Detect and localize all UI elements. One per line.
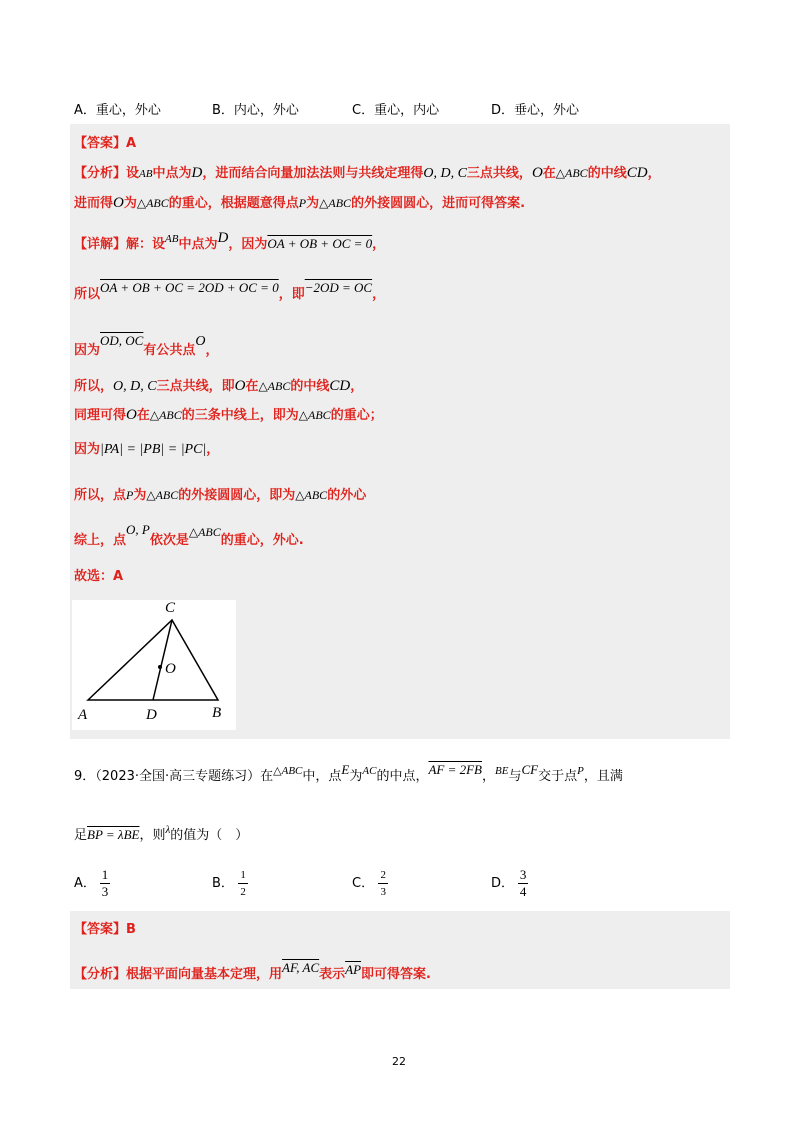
fraction: $\frac{2}{3}$ <box>378 868 388 899</box>
prev-option-a: A．重心，外心 <box>74 103 161 118</box>
page-number: 22 <box>392 1055 406 1068</box>
analysis-line-1: 【分析】设AB中点为D，进而结合向量加法法则与共线定理得O, D, C三点共线，O在△ABC的中线CD， <box>74 165 661 181</box>
choose-line: 故选：A <box>74 569 124 584</box>
detail-line-4: 所以，O, D, C三点共线，即O在△ABC的中线CD， <box>74 378 364 394</box>
label-c: C <box>165 600 176 616</box>
q9-option-c: C． $\frac{2}{3}$ <box>352 868 388 899</box>
question-9-line-2: 足BP = λBE，则$^\lambda$的值为（ ） <box>74 824 249 843</box>
label-a: A <box>78 707 88 723</box>
q9-option-a: A． $\frac{1}{3}$ <box>74 867 109 899</box>
triangle-abc <box>88 620 218 700</box>
q9-option-b: B． $\frac{1}{2}$ <box>212 868 248 899</box>
question-9-line-1: 9．（2023·全国·高三专题练习）在$^{\triangle ABC}$中，点E为$^{AC}$的中点，AF = 2FB，$^{BE}$与CF交于点$^P$，且满 <box>74 762 623 784</box>
prev-option-d: D．垂心，外心 <box>491 103 580 118</box>
detail-line-2: 所以OA + OB + OC = 2OD + OC = 0，即−2OD = OC， <box>74 280 386 302</box>
label-o: O <box>165 661 176 677</box>
analysis-line-2: 进而得O为△ABC的重心，根据题意得点P为△ABC的外接圆圆心，进而可得答案. <box>74 195 526 211</box>
triangle-diagram <box>72 600 236 730</box>
answer-tag: 【答案】A <box>74 136 137 151</box>
centroid-point <box>158 665 162 669</box>
detail-line-1: 【详解】解：设$^{AB}$中点为D，因为OA + OB + OC = 0， <box>74 230 386 252</box>
prev-option-c: C．重心，内心 <box>352 103 440 118</box>
analysis-2: 【分析】根据平面向量基本定理，用AF, AC表示$\overline{AP}$即可得答案. <box>74 960 431 982</box>
fraction: $\frac{1}{2}$ <box>238 868 248 899</box>
prev-option-b: B．内心，外心 <box>212 103 299 118</box>
label-d: D <box>146 707 157 723</box>
fraction: $\frac{1}{3}$ <box>101 867 109 899</box>
detail-line-6: 因为|PA| = |PB| = |PC|， <box>74 442 220 457</box>
median-cd <box>153 620 172 700</box>
q9-option-d: D． $\frac{3}{4}$ <box>491 867 527 899</box>
detail-line-7: 所以，点P为△ABC的外接圆圆心，即为△ABC的外心 <box>74 488 367 503</box>
detail-line-8: 综上，点O, P依次是△ABC的重心，外心. <box>74 522 304 548</box>
triangle-figure <box>72 600 236 730</box>
fraction: $\frac{3}{4}$ <box>519 867 527 899</box>
answer-tag-2: 【答案】B <box>74 922 136 937</box>
detail-line-3: 因为OD, OC有公共点O， <box>74 333 219 358</box>
label-b: B <box>212 705 222 721</box>
detail-line-5: 同理可得O在△ABC的三条中线上，即为△ABC的重心； <box>74 407 383 423</box>
